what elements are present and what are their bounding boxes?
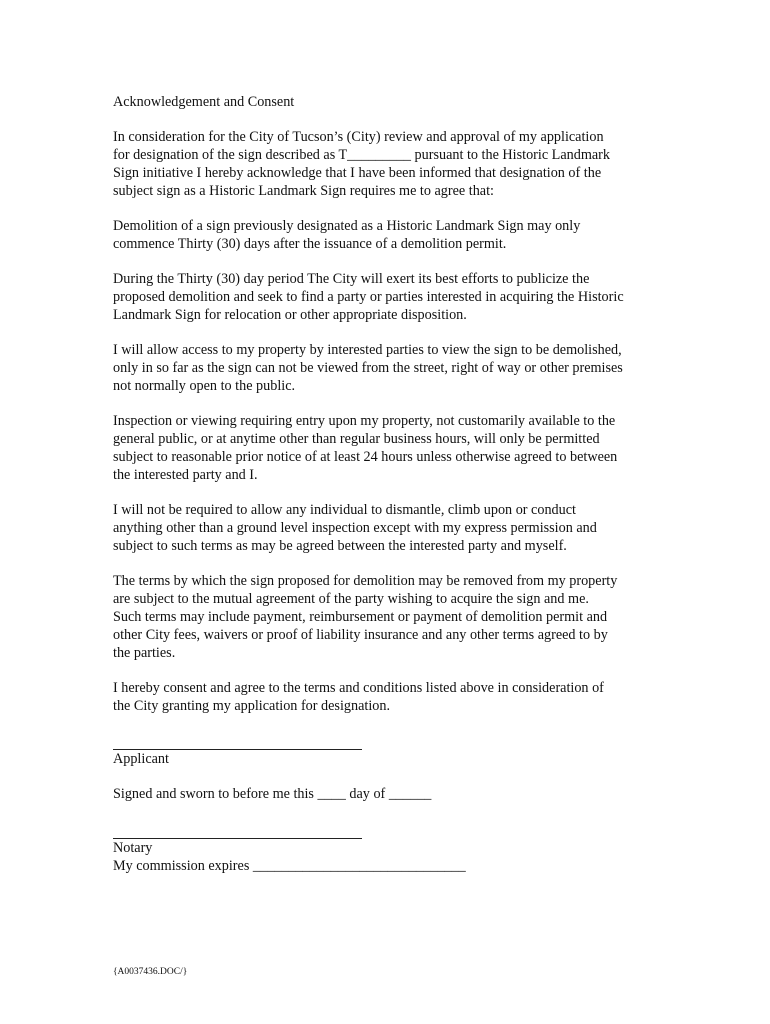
paragraph-intro [113,128,673,200]
paragraph-line: commence Thirty (30) days after the issuance of a demolition permit. [113,236,507,252]
paragraph-demolition [113,217,673,253]
paragraph-line: anything other than a ground level inspection except with my express permission and [113,520,597,536]
paragraph-line: other City fees, waivers or proof of liability insurance and any other terms agreed to by [113,627,608,643]
paragraph-line: subject to such terms as may be agreed between the interested party and myself. [113,538,567,554]
paragraph-line: The terms by which the sign proposed for demolition may be removed from my property [113,573,618,589]
paragraph-line: In consideration for the City of Tucson’s (City) review and approval of my application [113,129,604,145]
paragraph-terms [113,572,673,662]
paragraph-access [113,341,673,395]
paragraph-line: the interested party and I. [113,467,258,483]
paragraph-consent [113,679,673,715]
paragraph-line: for designation of the sign described as T_________ pursuant to the Historic Landmark [113,147,610,163]
applicant-label: Applicant [113,751,169,767]
paragraph-line: Sign initiative I hereby acknowledge that I have been informed that designation of the [113,165,602,181]
paragraph-line: the City granting my application for designation. [113,698,390,714]
paragraph-line: subject sign as a Historic Landmark Sign requires me to agree that: [113,183,494,199]
document-page [113,93,673,875]
paragraph-line: subject to reasonable prior notice of at least 24 hours unless otherwise agreed to between [113,449,618,465]
paragraph-line: I hereby consent and agree to the terms and conditions listed above in consideration of [113,680,604,696]
document-code-footer: {A0037436.DOC/} [113,967,188,977]
notary-label: Notary [113,840,153,856]
paragraph-line: I will not be required to allow any individual to dismantle, climb upon or conduct [113,502,576,518]
sworn-line: Signed and sworn to before me this ____ day of ______ [113,786,432,802]
paragraph-line: Demolition of a sign previously designated as a Historic Landmark Sign may only [113,218,581,234]
paragraph-line: proposed demolition and seek to find a party or parties interested in acquiring the Historic [113,289,624,305]
paragraph-line: the parties. [113,645,176,661]
paragraph-dismantle [113,501,673,555]
notary-signature-line [113,821,362,839]
paragraph-inspection [113,412,673,484]
paragraph-line: During the Thirty (30) day period The City will exert its best efforts to publicize the [113,271,590,287]
paragraph-line: I will allow access to my property by interested parties to view the sign to be demolished, [113,342,622,358]
paragraph-line: not normally open to the public. [113,378,296,394]
paragraph-publicize [113,270,673,324]
paragraph-line: are subject to the mutual agreement of the party wishing to acquire the sign and me. [113,591,589,607]
paragraph-line: Inspection or viewing requiring entry upon my property, not customarily available to the [113,413,616,429]
paragraph-line: only in so far as the sign can not be viewed from the street, right of way or other premises [113,360,623,376]
paragraph-line: Such terms may include payment, reimbursement or payment of demolition permit and [113,609,608,625]
document-title: Acknowledgement and Consent [113,94,295,110]
paragraph-line: general public, or at anytime other than regular business hours, will only be permitted [113,431,600,447]
commission-expires-line: My commission expires ______________________________ [113,858,466,874]
paragraph-line: Landmark Sign for relocation or other appropriate disposition. [113,307,467,323]
applicant-signature-line [113,732,362,750]
